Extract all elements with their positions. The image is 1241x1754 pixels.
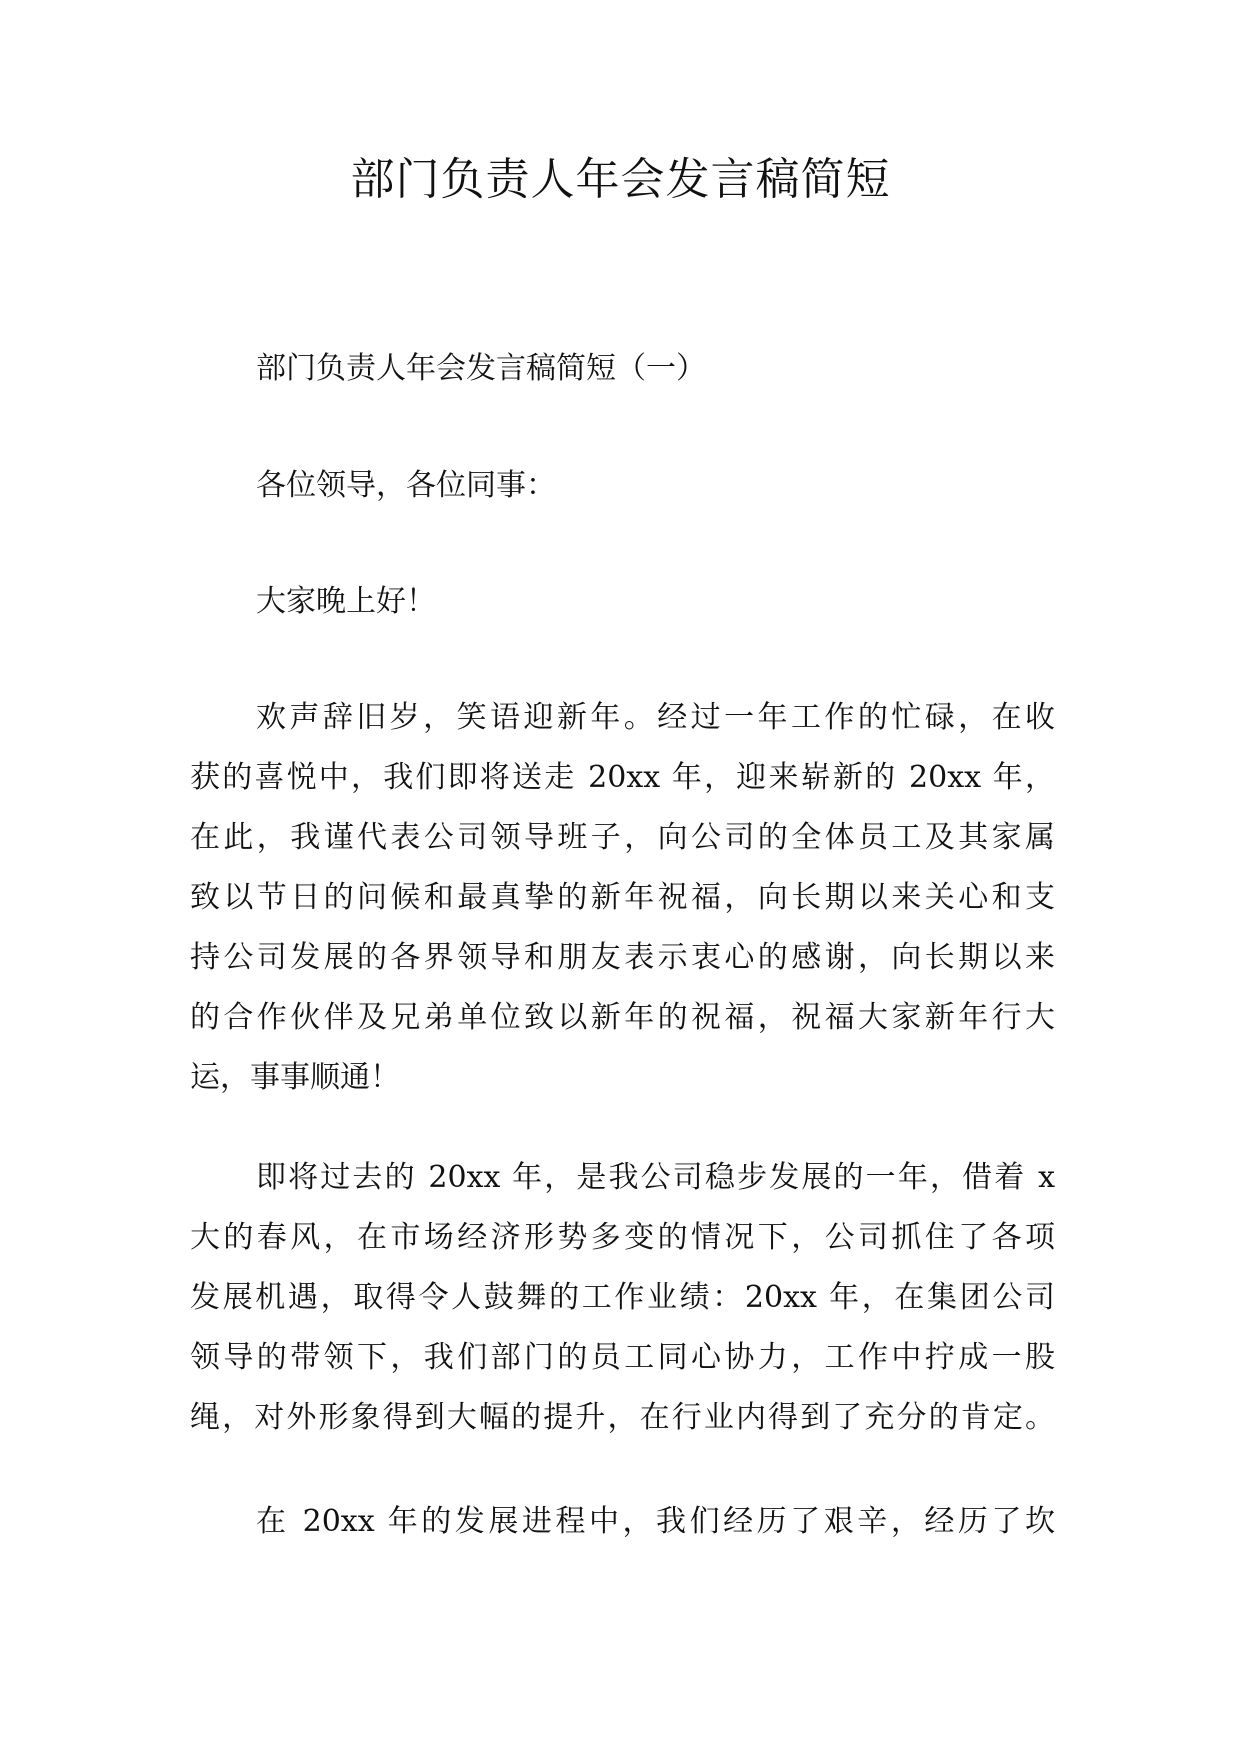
paragraph-line: 发展机遇，取得令人鼓舞的工作业绩：20xx 年，在集团公司 (190, 1280, 1055, 1315)
paragraph-line: 在 20xx 年的发展进程中，我们经历了艰辛，经历了坎 (256, 1504, 1055, 1539)
paragraph-line: 绳，对外形象得到大幅的提升，在行业内得到了充分的肯定。 (190, 1400, 1055, 1435)
document-title: 部门负责人年会发言稿简短 (350, 154, 891, 205)
paragraph-line: 欢声辞旧岁，笑语迎新年。经过一年工作的忙碌，在收 (256, 700, 1055, 735)
paragraph-1 (190, 688, 1055, 1108)
greeting (190, 572, 1055, 632)
paragraph-line: 获的喜悦中，我们即将送走 20xx 年，迎来崭新的 20xx 年， (190, 760, 1055, 795)
greeting-text: 大家晚上好！ (256, 584, 436, 619)
paragraph-line: 在此，我谨代表公司领导班子，向公司的全体员工及其家属 (190, 820, 1055, 855)
paragraph-line: 运，事事顺通！ (190, 1060, 400, 1095)
section-subtitle-text: 部门负责人年会发言稿简短（一） (256, 351, 706, 386)
paragraph-line: 大的春风，在市场经济形势多变的情况下，公司抓住了各项 (190, 1220, 1055, 1255)
section-subtitle (190, 339, 1055, 399)
salutation (190, 456, 1055, 516)
salutation-text: 各位领导，各位同事： (256, 468, 556, 503)
paragraph-line: 持公司发展的各界领导和朋友表示衷心的感谢，向长期以来 (190, 940, 1055, 975)
paragraph-line: 领导的带领下，我们部门的员工同心协力，工作中拧成一股 (190, 1340, 1055, 1375)
paragraph-line: 致以节日的问候和最真挚的新年祝福，向长期以来关心和支 (190, 880, 1055, 915)
paragraph-3 (190, 1492, 1055, 1552)
paragraph-line: 即将过去的 20xx 年，是我公司稳步发展的一年，借着 x (256, 1160, 1055, 1195)
paragraph-line: 的合作伙伴及兄弟单位致以新年的祝福，祝福大家新年行大 (190, 1000, 1055, 1035)
paragraph-2 (190, 1148, 1055, 1448)
